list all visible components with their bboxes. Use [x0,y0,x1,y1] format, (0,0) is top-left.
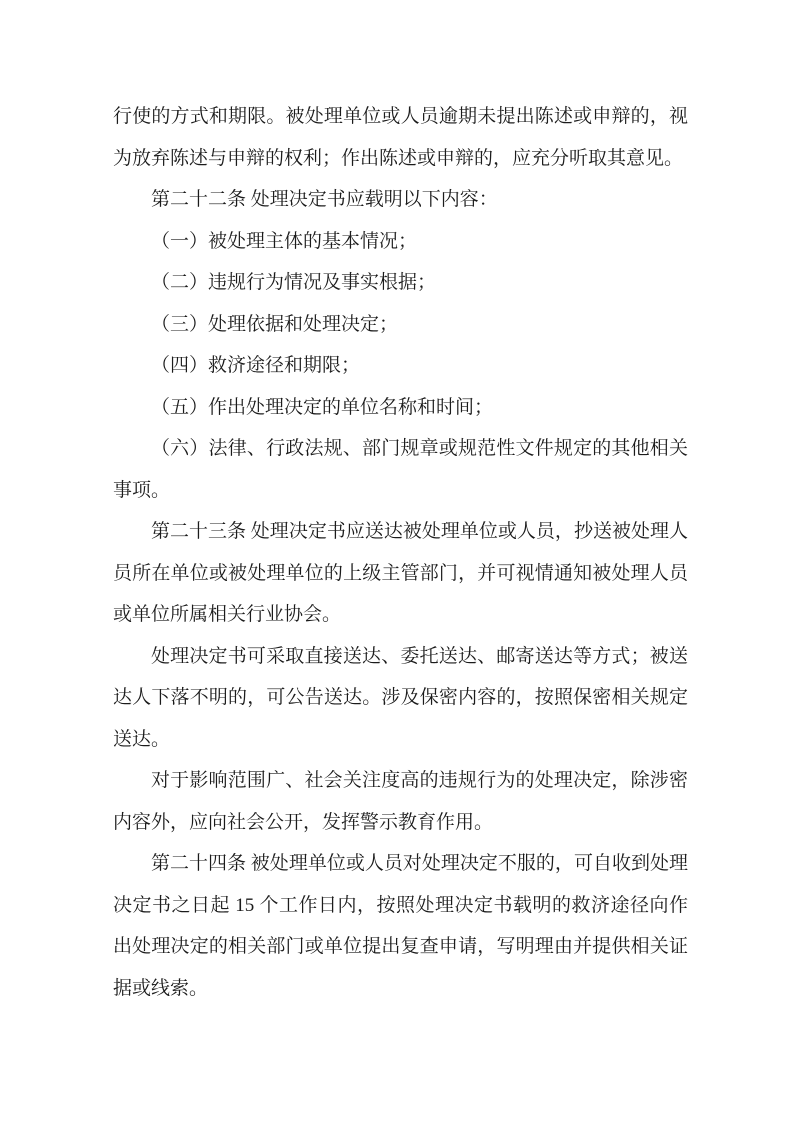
paragraph: 第二十四条 被处理单位或人员对处理决定不服的，可自收到处理决定书之日起 15 个工作日内，按照处理决定书载明的救济途径向作出处理决定的相关部门或单位提出复查申请，写明理由并提供相关证据或线索。 [113,853,688,999]
paragraph: （五）作出处理决定的单位名称和时间； [151,396,494,418]
paragraph: （二）违规行为情况及事实根据； [151,272,437,293]
paragraph: 处理决定书可采取直接送达、委托送达、邮寄送达等方式；被送达人下落不明的，可公告送达。涉及保密内容的，按照保密相关规定送达。 [113,645,688,750]
document-body [113,96,688,1009]
paragraph: 第二十二条 处理决定书应载明以下内容： [151,189,498,210]
paragraph: （三）处理依据和处理决定； [151,313,399,335]
paragraph: 对于影响范围广、社会关注度高的违规行为的处理决定，除涉密内容外，应向社会公开，发挥警示教育作用。 [113,770,688,833]
paragraph: （六）法律、行政法规、部门规章或规范性文件规定的其他相关事项。 [113,438,688,501]
paragraph: （一）被处理主体的基本情况； [151,230,418,252]
paragraph: 行使的方式和期限。被处理单位或人员逾期未提出陈述或申辩的，视为放弃陈述与申辩的权利；作出陈述或申辩的，应充分听取其意见。 [113,106,688,169]
paragraph: 第二十三条 处理决定书应送达被处理单位或人员，抄送被处理人员所在单位或被处理单位的上级主管部门，并可视情通知被处理人员或单位所属相关行业协会。 [113,521,688,625]
paragraph: （四）救济途径和期限； [151,355,361,376]
